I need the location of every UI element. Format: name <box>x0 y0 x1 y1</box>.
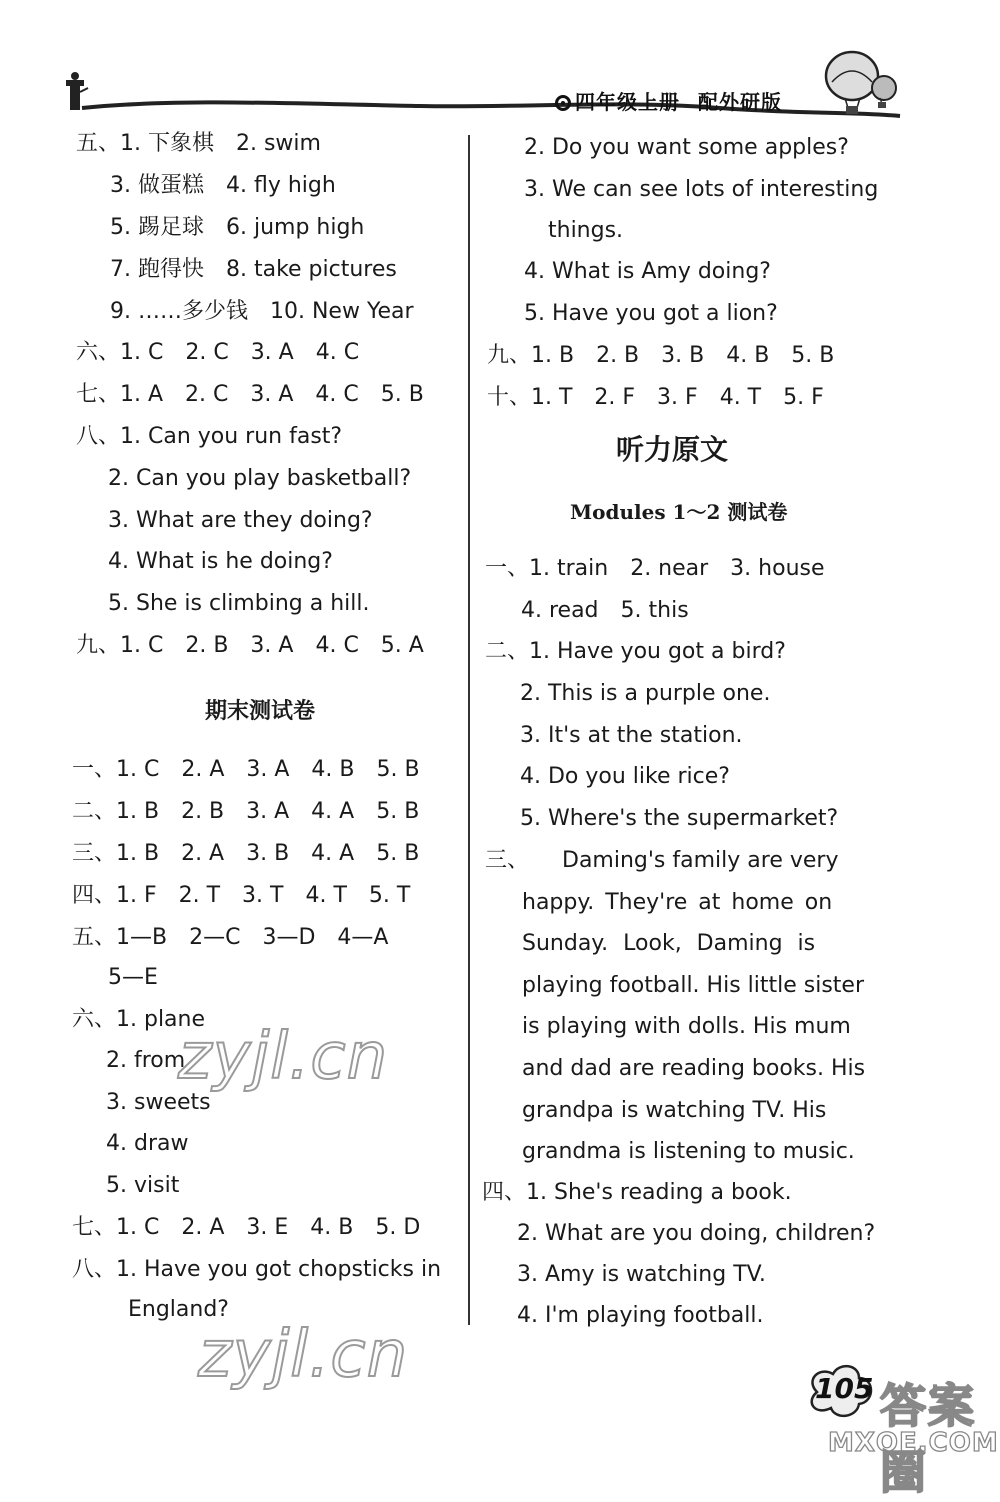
hot-air-balloon-icon <box>826 52 896 114</box>
answer-line: 六、1. C 2. C 3. A 4. C <box>76 340 360 365</box>
answer-line: 4. read 5. this <box>521 598 689 623</box>
answer-line: 2. Can you play basketball? <box>108 466 412 491</box>
answer-line: 4. draw <box>106 1131 189 1156</box>
answer-line: 5. 踢足球 6. jump high <box>110 215 365 240</box>
answer-line: 3. What are they doing? <box>108 508 373 533</box>
answer-line: 2. This is a purple one. <box>520 681 771 706</box>
answer-line: 5. Have you got a lion? <box>524 301 778 326</box>
answer-line: 九、1. C 2. B 3. A 4. C 5. A <box>76 633 424 658</box>
answer-line: grandpa is watching TV. His <box>522 1098 827 1123</box>
grade-label: 四年级上册 <box>575 90 680 114</box>
answer-line: 一、1. train 2. near 3. house <box>485 556 825 581</box>
answer-line: happy. They're at home on <box>522 890 833 915</box>
answer-line: 2. What are you doing, children? <box>517 1221 876 1246</box>
answer-line: 3. Amy is watching TV. <box>517 1262 766 1287</box>
answer-line: playing football. His little sister <box>522 973 865 998</box>
answer-line: 2. from <box>106 1048 186 1073</box>
answer-line: 2. Do you want some apples? <box>524 135 849 160</box>
answer-line: 八、1. Have you got chopsticks in <box>72 1257 442 1282</box>
answer-line: Sunday. Look, Daming is <box>522 931 816 956</box>
answer-line: 三、 Daming's family are very <box>485 848 839 873</box>
answer-line: 五、1. 下象棋 2. swim <box>76 131 321 156</box>
watermark: zyjl.cn <box>178 1020 389 1094</box>
answer-line: things. <box>548 218 624 243</box>
circle-mark-icon <box>555 95 571 111</box>
answer-line: 4. I'm playing football. <box>517 1303 764 1328</box>
answer-line: 4. Do you like rice? <box>520 764 730 789</box>
answer-line: 七、1. C 2. A 3. E 4. B 5. D <box>72 1215 421 1240</box>
answer-line: 二、1. Have you got a bird? <box>485 639 786 664</box>
site-logo-url: MXQE.COM <box>828 1428 999 1458</box>
section-title: 期末测试卷 <box>205 698 316 724</box>
page-number <box>805 1362 875 1420</box>
answer-line: 7. 跑得快 8. take pictures <box>110 257 397 282</box>
answer-line: 9. ……多少钱 10. New Year <box>110 299 414 324</box>
site-logo-mark: 答案圈 <box>880 1379 976 1499</box>
answer-line: 3. 做蛋糕 4. fly high <box>110 173 336 198</box>
answer-line: 4. What is Amy doing? <box>524 259 771 284</box>
section-title: 听力原文 <box>616 433 729 466</box>
answer-line: 5—E <box>108 965 158 990</box>
answer-line: 3. We can see lots of interesting <box>524 177 879 202</box>
answer-line: 七、1. A 2. C 3. A 4. C 5. B <box>76 382 424 407</box>
page-header <box>0 0 1000 130</box>
answer-line: 5. visit <box>106 1173 180 1198</box>
answer-line: 4. What is he doing? <box>108 549 333 574</box>
header-decoration <box>0 0 1000 130</box>
answer-line: 3. It's at the station. <box>520 723 743 748</box>
answer-line: 十、1. T 2. F 3. F 4. T 5. F <box>487 385 824 410</box>
answer-line: 一、1. C 2. A 3. A 4. B 5. B <box>72 757 420 782</box>
answer-line: and dad are reading books. His <box>522 1056 866 1081</box>
watermark: zyjl.cn <box>198 1318 409 1392</box>
answer-line: is playing with dolls. His mum <box>522 1014 851 1039</box>
answer-line: 六、1. plane <box>72 1007 206 1032</box>
book-figure-icon <box>66 72 88 110</box>
answer-line: 二、1. B 2. B 3. A 4. A 5. B <box>72 799 420 824</box>
answer-line: 四、1. F 2. T 3. T 4. T 5. T <box>72 883 411 908</box>
page-number-label: 105 <box>815 1372 874 1405</box>
answer-line: England? <box>128 1297 229 1322</box>
answer-line: 四、1. She's reading a book. <box>482 1180 792 1205</box>
answer-line: 三、1. B 2. A 3. B 4. A 5. B <box>72 841 420 866</box>
edition-label: 配外研版 <box>698 90 782 114</box>
answer-line: 八、1. Can you run fast? <box>76 424 343 449</box>
header-title <box>555 86 782 115</box>
answer-line: 九、1. B 2. B 3. B 4. B 5. B <box>487 343 835 368</box>
answer-line: 3. sweets <box>106 1090 211 1115</box>
answer-line: grandma is listening to music. <box>522 1139 855 1164</box>
subsection-title: Modules 1～2 测试卷 <box>570 500 788 524</box>
answer-line: 五、1—B 2—C 3—D 4—A <box>72 925 389 950</box>
column-divider <box>468 135 470 1325</box>
answer-line: 5. She is climbing a hill. <box>108 591 370 616</box>
answer-line: 5. Where's the supermarket? <box>520 806 839 831</box>
